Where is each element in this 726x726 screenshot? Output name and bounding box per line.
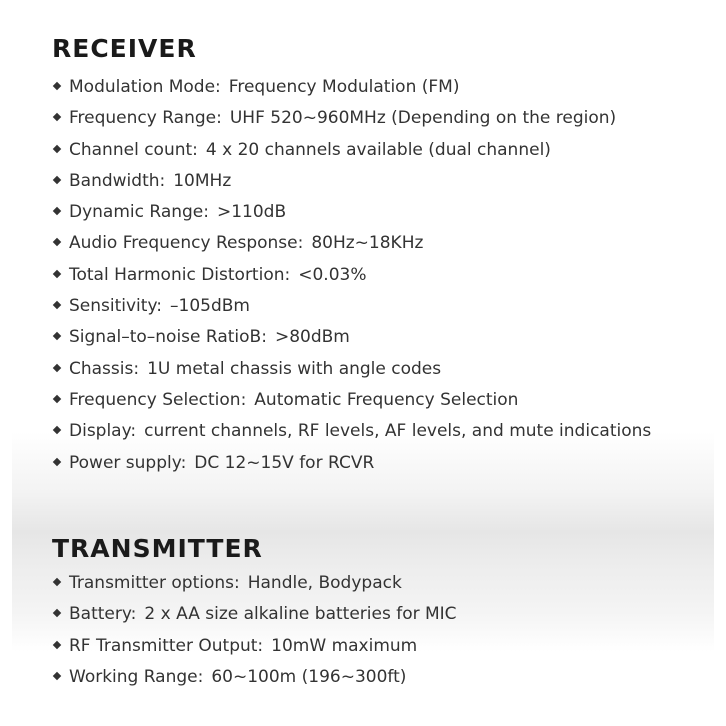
transmitter-heading: TRANSMITTER (52, 534, 263, 563)
diamond-bullet-icon (53, 395, 61, 403)
spec-item (52, 72, 651, 103)
spec-value: Handle, Bodypack (247, 573, 402, 593)
transmitter-spec-list (52, 568, 457, 693)
spec-value: 10MHz (173, 170, 232, 191)
receiver-heading: RECEIVER (52, 34, 197, 63)
spec-item (52, 166, 651, 197)
spec-label: Audio Frequency Response: (69, 233, 304, 254)
spec-item (52, 631, 457, 662)
spec-label: Frequency Selection: (69, 389, 247, 410)
diamond-bullet-icon (53, 426, 61, 434)
spec-label: Total Harmonic Distortion: (69, 264, 291, 285)
diamond-bullet-icon (53, 332, 61, 340)
spec-label: Bandwidth: (69, 170, 166, 191)
spec-value: 60~100m (196~300ft) (211, 666, 407, 687)
spec-value: <0.03% (298, 264, 367, 285)
spec-item (52, 448, 651, 479)
spec-item (52, 103, 651, 134)
spec-item (52, 416, 651, 447)
diamond-bullet-icon (53, 672, 61, 680)
spec-label: Transmitter options: (69, 573, 240, 593)
spec-value: 80Hz~18KHz (311, 233, 424, 254)
spec-item (52, 599, 457, 630)
spec-label: Dynamic Range: (69, 202, 209, 223)
diamond-bullet-icon (53, 363, 61, 371)
diamond-bullet-icon (53, 640, 61, 648)
spec-sheet (12, 12, 714, 714)
spec-item (52, 568, 457, 599)
diamond-bullet-icon (53, 270, 61, 278)
spec-label: Chassis: (69, 358, 140, 379)
spec-item (52, 135, 651, 166)
spec-value: 4 x 20 channels available (dual channel) (205, 139, 551, 160)
spec-item (52, 662, 457, 693)
diamond-bullet-icon (53, 113, 61, 121)
spec-label: Channel count: (69, 139, 198, 160)
spec-item (52, 228, 651, 259)
diamond-bullet-icon (53, 82, 61, 90)
spec-label: Signal–to–noise RatioB: (69, 327, 267, 348)
spec-item (52, 322, 651, 353)
spec-value: current channels, RF levels, AF levels, and mute indications (144, 421, 652, 442)
spec-value: 2 x AA size alkaline batteries for MIC (144, 604, 457, 625)
spec-item (52, 260, 651, 291)
spec-value: >80dBm (274, 327, 350, 348)
spec-value: UHF 520~960MHz (Depending on the region) (229, 108, 617, 129)
diamond-bullet-icon (53, 301, 61, 309)
spec-label: Sensitivity: (69, 296, 162, 317)
spec-label: Display: (69, 421, 137, 442)
spec-value: 1U metal chassis with angle codes (147, 358, 442, 379)
spec-label: Battery: (69, 604, 137, 625)
diamond-bullet-icon (53, 457, 61, 465)
spec-item (52, 291, 651, 322)
diamond-bullet-icon (53, 176, 61, 184)
spec-label: Power supply: (69, 452, 187, 473)
spec-label: Modulation Mode: (69, 77, 221, 97)
diamond-bullet-icon (53, 578, 61, 586)
diamond-bullet-icon (53, 144, 61, 152)
spec-value: Frequency Modulation (FM) (228, 77, 460, 97)
spec-value: DC 12~15V for RCVR (194, 452, 375, 473)
diamond-bullet-icon (53, 609, 61, 617)
spec-label: Frequency Range: (69, 108, 222, 129)
spec-value: >110dB (216, 202, 287, 223)
spec-label: Working Range: (69, 666, 204, 687)
diamond-bullet-icon (53, 238, 61, 246)
spec-label: RF Transmitter Output: (69, 635, 264, 656)
spec-value: Automatic Frequency Selection (254, 389, 519, 410)
spec-item (52, 197, 651, 228)
spec-item (52, 385, 651, 416)
spec-item (52, 354, 651, 385)
receiver-spec-list (52, 72, 651, 479)
spec-value: 10mW maximum (271, 635, 418, 656)
diamond-bullet-icon (53, 207, 61, 215)
spec-value: –105dBm (170, 296, 250, 317)
